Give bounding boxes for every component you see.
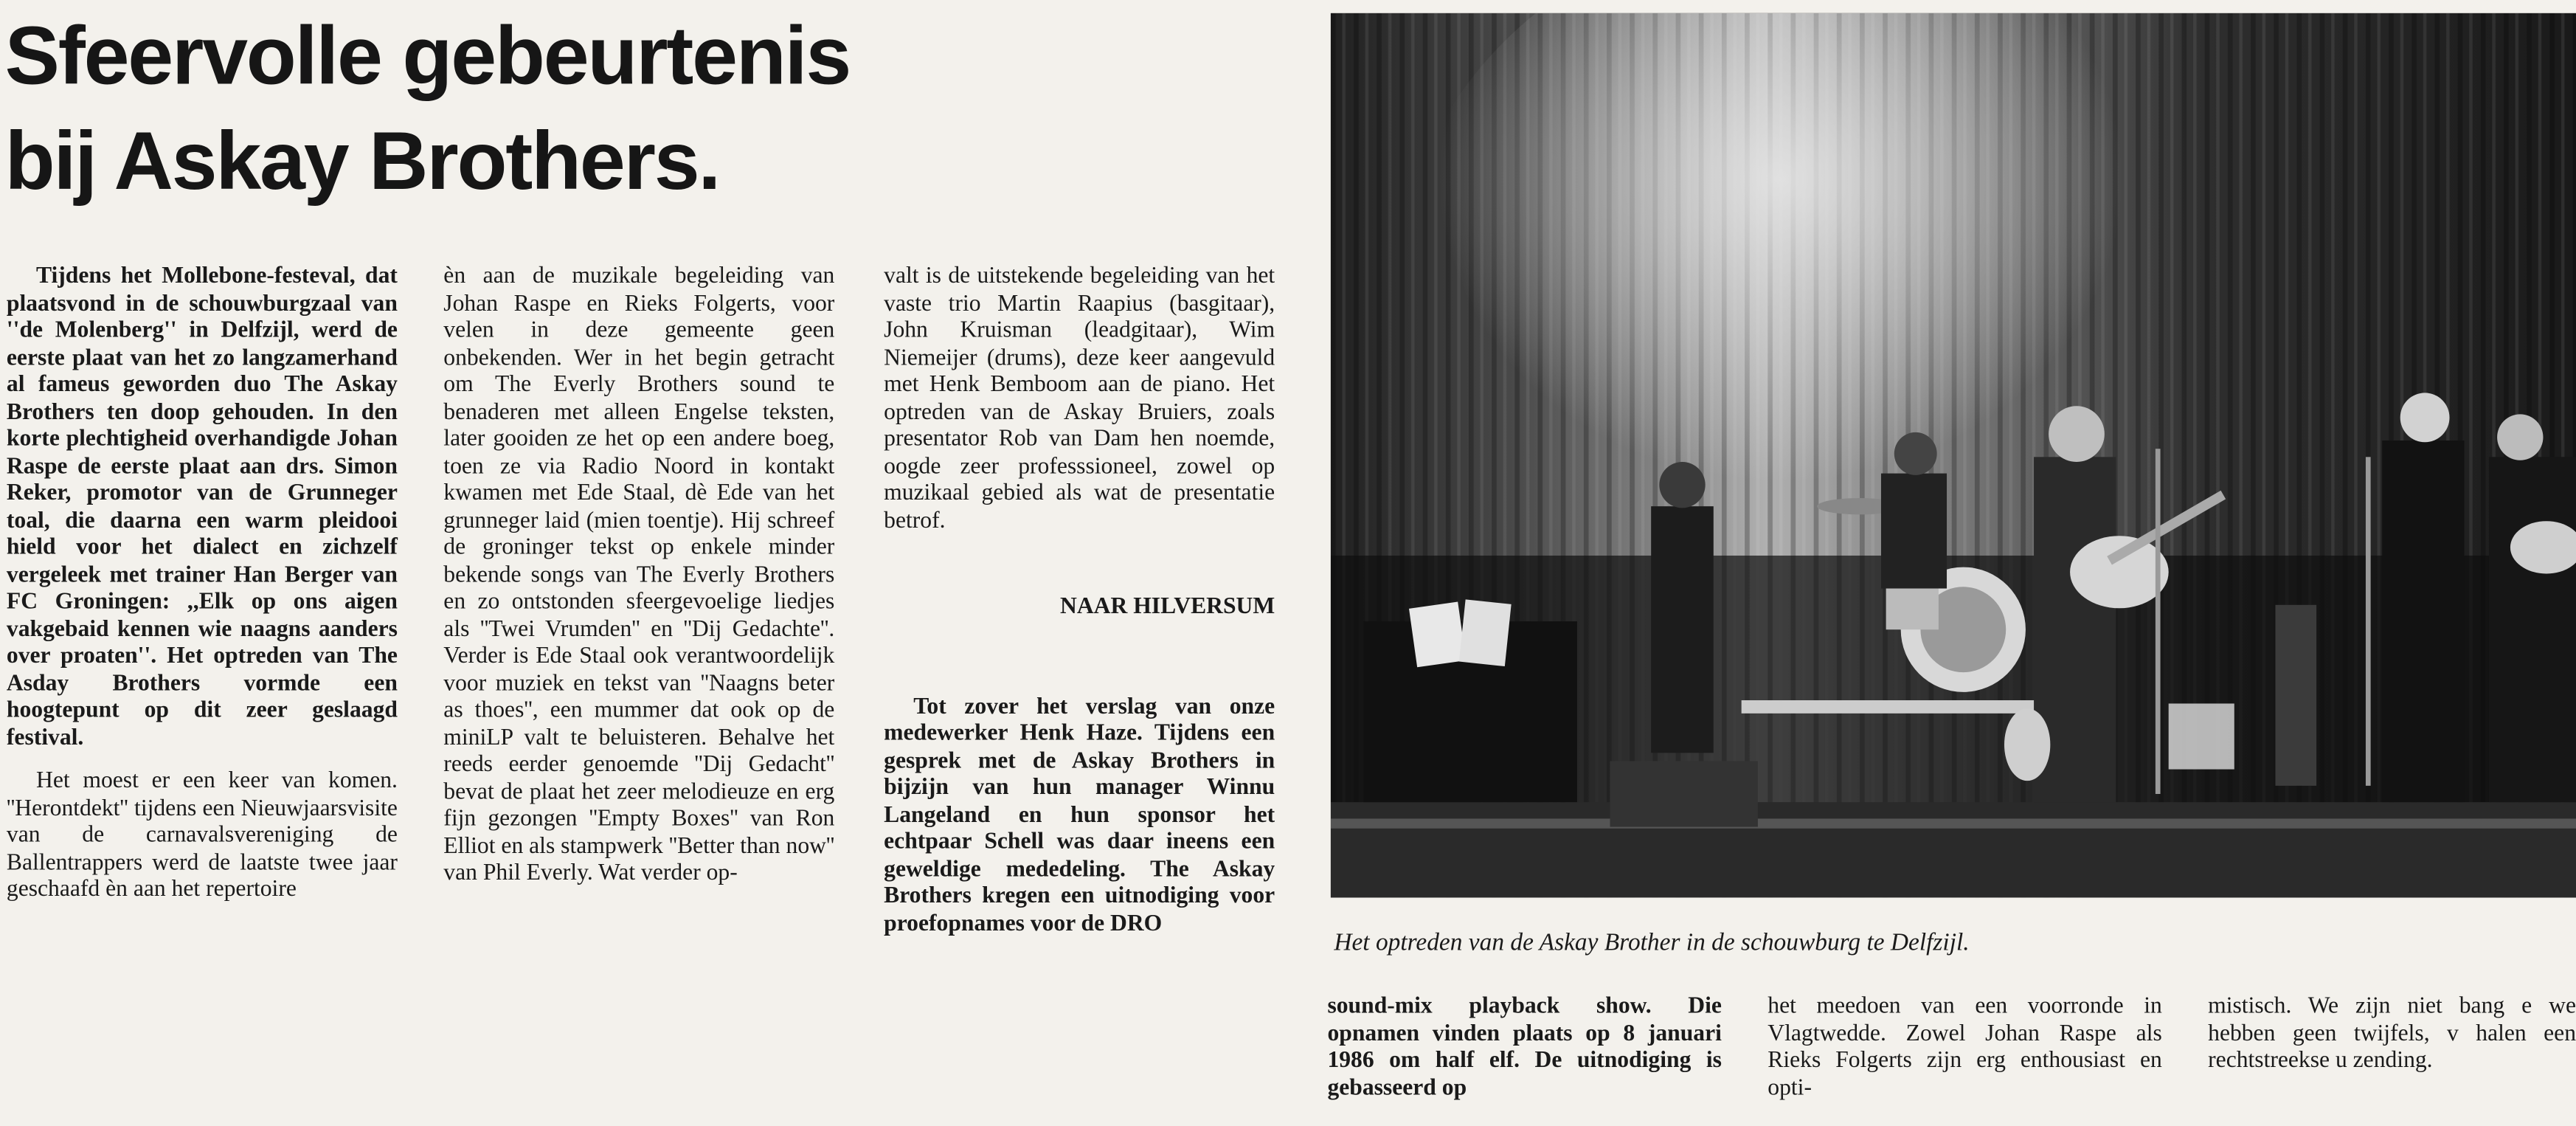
column-3-lead-paragraph: Tot zover het verslag van onze medewerker Henk Haze. Tijdens een gesprek met de Askay Brothers in bijzijn van hun manager Winnu Langeland en hun sponsor het echtpaar Schell was daar ineens een geweldige mededeling. The Askay Brothers kregen een uitnodiging voor proefopnames voor de DRO <box>884 692 1275 936</box>
bottom-column-1: sound-mix playback show. Die opnamen vinden plaats op 8 januari 1986 om half elf. De uitnodiging is gebasseerd op <box>1327 992 1722 1101</box>
article-column-1 <box>7 263 398 903</box>
headline-line-2: bij Askay Brothers. <box>4 114 720 207</box>
column-1-lead-paragraph: Tijdens het Mollebone-festeval, dat plaatsvond in de schouwburgzaal van ''de Molenberg'' in Delfzijl, werd de eerste plaat van het zo langzamerhand al fameus geworden duo The Askay Brothers ten doop gehouden. In den korte plechtigheid overhandigde Johan Raspe de eerste plaat aan drs. Simon Reker, promotor van de Grunneger toal, die daarna een warm pleidooi hield voor het dialect en zichzelf vergeleek met trainer Han Berger van FC Groningen: ,,Elk op ons aigen vakgebaid kennen wie naagns aanders over proaten''. Het optreden van The Asday Brothers vormde een hoogtepunt op dit zeer geslaagd festival. <box>6 263 398 750</box>
bottom-column-3: mistisch. We zijn niet bang e we hebben geen twijfels, v halen een rechtstreekse u zending. <box>2208 992 2576 1074</box>
headline-line-1: Sfeervolle gebeurtenis <box>4 10 851 103</box>
column-2-body-paragraph: èn aan de muzikale begeleiding van Johan Raspe en Rieks Folgerts, voor velen in deze gemeente geen onbekenden. Wer in het begin getracht om The Everly Brothers sound te benaderen met alleen Engelse teksten, later gooiden ze het op een andere boeg, toen ze via Radio Noord in kontakt kwamen met Ede Staal, dè Ede van het grunneger laid (mien toentje). Hij schreef de groninger tekst op enkele minder bekende songs van The Everly Brothers en zo ontstonden sfeergevoelige liedjes als ''Twei Vrumden'' en ''Dij Gedachte''. Verder is Ede Staal ook verantwoordelijk voor muziek en tekst van ''Naagns beter as thoes'', een mummer dat ook op de miniLP valt te beluisteren. Behalve het reeds eerder genoemde ''Dij Gedacht'' bevat de plaat het zeer melodieuze en erg fijn gezongen ''Empty Boxes'' van Ron Elliot en als stampwerk ''Better than now'' van Phil Everly. Wat verder op- <box>443 263 835 886</box>
photo-caption: Het optreden van de Askay Brother in de schouwburg te Delfzijl. <box>1334 930 1970 957</box>
stage-performance-image <box>1331 13 2576 898</box>
column-1-body-paragraph: Het moest er een keer van komen. ''Herontdekt'' tijdens een Nieuwjaarsvisite van de carnavalsvereniging de Ballentrappers werd de laatste twee jaar geschaafd èn aan het repertoire <box>6 767 398 903</box>
concert-photo <box>1331 13 2576 898</box>
subheading-naar-hilversum: NAAR HILVERSUM <box>1060 593 1275 620</box>
article-column-3 <box>884 263 1275 936</box>
bottom-column-2: het meedoen van een voorronde in Vlagtwedde. Zowel Johan Raspe als Rieks Folgerts zijn erg enthousiast en opti- <box>1767 992 2162 1101</box>
column-3-body-paragraph: valt is de uitstekende begeleiding van het vaste trio Martin Raapius (basgitaar), John Kruisman (leadgitaar), Wim Niemeijer (drums), deze keer aangevuld met Henk Bemboom aan de piano. Het optreden van de Askay Bruiers, zoals presentator Rob van Dam hen noemde, oogde zeer professsioneel, zowel op muzikaal gebied als wat de presentatie betrof. <box>884 263 1275 533</box>
headline <box>5 3 1320 213</box>
article-column-2 <box>443 263 834 886</box>
